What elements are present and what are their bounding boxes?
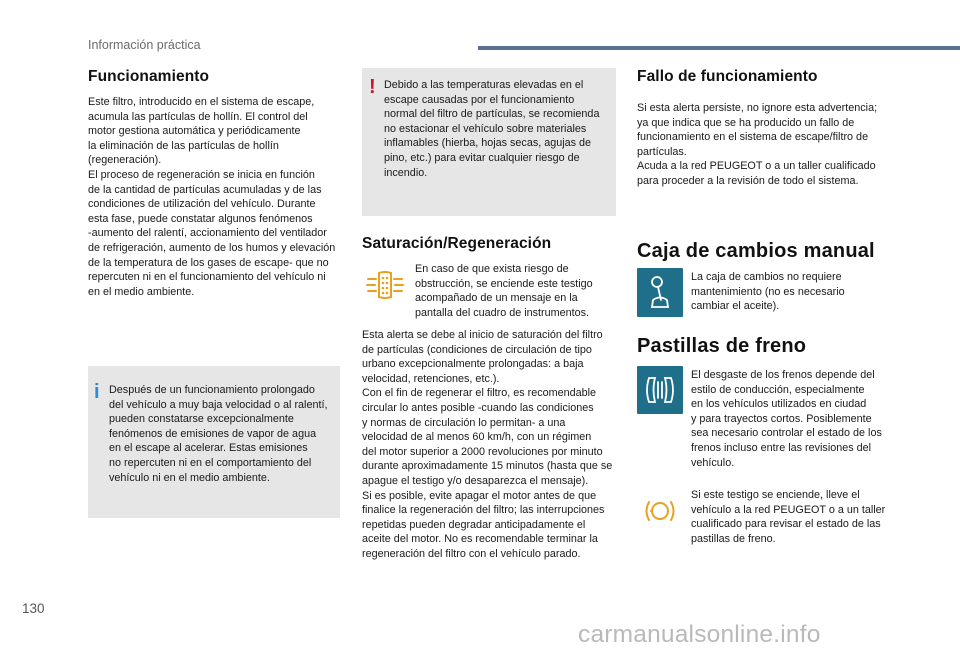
heading-fallo: Fallo de funcionamiento	[637, 68, 818, 85]
heading-funcionamiento: Funcionamiento	[88, 68, 210, 85]
gear-lever-icon	[637, 268, 683, 317]
warning-icon: !	[369, 76, 376, 98]
watermark: carmanualsonline.info	[578, 621, 821, 648]
info-box	[88, 366, 340, 518]
fallo-body: Si esta alerta persiste, no ignore esta advertencia; ya que indica que se ha producido un fallo de funcionamiento en el sistema de escape/filtro de partículas. Acuda a la red PEUGEOT o a un taller cualificado para proceder a la revisión de todo el sistema.	[637, 102, 878, 187]
brake-warning-text: Si este testigo se enciende, lleve el vehículo a la red PEUGEOT o a un taller cualificado para revisar el estado de las pastillas de freno.	[691, 489, 886, 545]
heading-saturacion: Saturación/Regeneración	[362, 235, 552, 252]
brake-pads-icon	[637, 366, 683, 414]
pastillas-text: El desgaste de los frenos depende del estilo de conducción, especialmente en los vehículos utilizados en ciudad y para trayectos cortos. Posiblemente sea necesario controlar el estado de los frenos incluso entre las revisiones del vehículo.	[691, 369, 882, 469]
warning-box	[362, 68, 616, 216]
saturacion-body: Esta alerta se debe al inicio de saturación del filtro de partículas (condiciones de circulación de tipo urbano excepcionalmente prolongadas: a baja velocidad, retenciones, etc.). Con el fin de regenerar el filtro, es recomendable circular lo antes posible -cuando las condiciones y normas de circulación lo permitan- a una velocidad de al menos 60 km/h, con un régimen del motor superior a 2000 revoluciones por minuto durante aproximadamente 15 minutos (hasta que se apague el testigo y/o desaparezca el mensaje). Si es posible, evite apagar el motor antes de que finalice la regeneración del filtro; las interrupciones repetidas pueden degradar anticipadamente el aceite del motor. No es recomendable terminar la regeneración del filtro con el vehículo parado.	[362, 329, 613, 560]
heading-caja-cambios: Caja de cambios manual	[637, 240, 875, 262]
info-icon: i	[94, 381, 100, 403]
saturacion-icon-text: En caso de que exista riesgo de obstrucción, se enciende este testigo acompañado de un mensaje en la pantalla del cuadro de instrumentos.	[415, 263, 593, 319]
particle-filter-warning-icon	[364, 263, 406, 305]
page-number: 130	[22, 601, 45, 616]
header-bar	[478, 46, 960, 50]
caja-cambios-text: La caja de cambios no requiere mantenimiento (no es necesario cambiar el aceite).	[691, 271, 845, 313]
info-box-text: Después de un funcionamiento prolongado del vehículo a muy baja velocidad o al ralentí, pueden constatarse excepcionalmente fenómenos de emisiones de vapor de agua en el escape al acelerar. Estas emisiones no repercuten ni en el comportamiento del vehículo ni en el medio ambiente.	[109, 384, 328, 484]
heading-pastillas: Pastillas de freno	[637, 335, 807, 357]
brake-wear-warning-icon	[641, 495, 679, 527]
funcionamiento-body: Este filtro, introducido en el sistema de escape, acumula las partículas de hollín. El control del motor gestiona automática y periódicamente la eliminación de las partículas de hollín (regeneración). El proceso de regeneración se inicia en función de la cantidad de partículas acumuladas y de las condiciones de utilización del vehículo. Durante esta fase, puede constatar algunos fenómenos -aumento del ralentí, accionamiento del ventilador de refrigeración, aumento de los humos y elevación de la temperatura de los gases de escape- que no repercuten ni en el funcionamiento del vehículo ni en el medio ambiente.	[88, 96, 336, 298]
warning-box-text: Debido a las temperaturas elevadas en el escape causadas por el funcionamiento normal del filtro de partículas, se recomienda no estacionar el vehículo sobre materiales inflamables (hierba, hojas secas, agujas de pino, etc.) para evitar cualquier riesgo de incendio.	[384, 79, 600, 179]
section-title: Información práctica	[88, 38, 201, 52]
